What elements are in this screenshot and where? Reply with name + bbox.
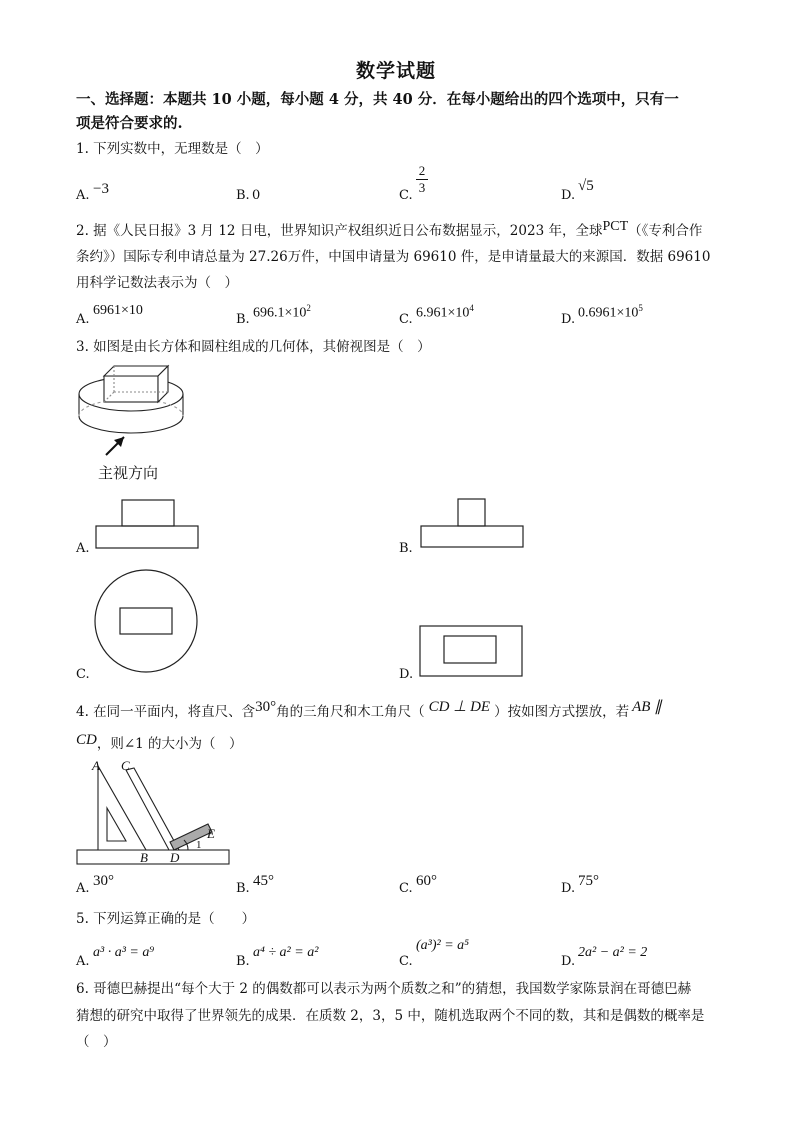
q2-option-a-value: 6961×10 [93,303,143,318]
q3-view-direction-label: 主视方向 [98,464,159,482]
q4-option-b-letter: B. [236,881,250,896]
q6-line2: 猜想的研究中取得了世界领先的成果．在质数 2，3，5 中，随机选取两个不同的数，其和是偶数的概率是 [76,1008,705,1024]
q3-option-b-letter: B. [399,541,413,556]
q3-option-c-letter: C. [76,667,90,682]
q1-option-c-denominator: 3 [418,180,426,195]
q2-pct: PCT [602,219,629,234]
q4-option-d-value: 75° [578,873,599,889]
q3-option-a-figure [94,498,198,550]
q3-stem: 3. 如图是由长方体和圆柱组成的几何体，其俯视图是（ ） [76,339,431,355]
q5-option-b-value: a⁴ ÷ a² = a² [253,945,319,960]
q4-perpendicular: CD ⊥ DE [428,699,491,715]
q5-option-a-value: a³ · a³ = a⁹ [93,945,155,960]
q5-option-c-value: (a³)² = a⁵ [416,938,470,953]
q1-stem: 1. 下列实数中，无理数是（ ） [76,141,269,157]
q6-line3: （ ） [76,1034,117,1050]
q3-option-d-letter: D. [399,667,414,682]
q3-solid-figure [76,360,196,460]
q4-option-a-value: 30° [93,873,114,889]
q1-option-c-numerator: 2 [418,163,426,178]
q4-option-c-value: 60° [416,873,437,889]
q5-option-a-letter: A. [76,954,90,969]
q4-line2 [76,732,243,753]
q1-option-b-letter: B. [236,188,250,203]
section-header-line1: 一、选择题：本题共 10 小题，每小题 4 分，共 40 分．在每小题给出的四个选项中，只有一 [76,91,679,108]
q1-option-a-letter: A. [76,188,90,203]
q2-option-d-letter: D. [561,312,576,327]
q4-option-b-value: 45° [253,873,274,889]
q4-line1-part-b: 角的三角尺和木工角尺（ [276,704,425,720]
q4-line2-part-b: ，则∠1 的大小为（ ） [96,736,243,752]
section-header-line2: 项是符合要求的. [76,115,183,132]
q2-line3: 用科学记数法表示为（ ） [76,275,238,291]
q2-option-d-base: 0.6961×10 [578,305,639,321]
label-c: C [121,758,130,773]
q6-line1: 6. 哥德巴赫提出“每个大于 2 的偶数都可以表示为两个质数之和”的猜想，我国数学家陈景润在哥德巴赫 [76,981,692,997]
q2-line1-part-a: 2. 据《人民日报》3 月 12 日电，世界知识产权组织近日公布数据显示，2023 年，全球 [76,223,603,239]
q5-option-d-value: 2a² − a² = 2 [578,945,648,960]
q4-line1-part-a: 4. 在同一平面内，将直尺、含 [76,704,256,720]
cylinder-bottom-arc [79,416,183,433]
label-b: B [140,850,148,865]
q1-option-b-value: 0 [252,188,261,203]
q2-option-c-exp: 4 [469,303,474,313]
q4-figure [76,758,232,866]
q3-option-a-letter: A. [76,541,90,556]
q1-option-a-value: −3 [93,181,109,197]
q2-option-b-value [253,303,311,322]
q4-line1-part-c: ）按如图方式摆放，若 [494,704,630,720]
label-e: E [207,826,215,841]
q1-option-c-fraction [416,164,428,195]
ruler [77,850,229,864]
q2-option-c-value [416,303,474,322]
q2-line2: 条约》）国际专利申请总量为 27.26万件，中国申请量为 69610 件，是申请量最大的来源国．数据 69610 [76,249,711,265]
q2-option-c-base: 6.961×10 [416,305,470,321]
q3-option-d-figure [419,625,523,677]
q4-option-a-letter: A. [76,881,90,896]
q2-option-b-letter: B. [236,312,250,327]
q4-cd: CD [76,732,97,748]
label-d: D [170,850,180,865]
q1-option-d-value: √5 [578,178,594,194]
q2-line1-part-c: （《专利合作 [628,223,703,239]
q4-parallel: AB ∥ [632,699,662,715]
page-title: 数学试题 [356,60,437,82]
label-angle-1: 1 [196,839,202,851]
q4-option-c-letter: C. [399,881,413,896]
q4-angle-30: 30° [255,699,277,715]
q5-option-b-letter: B. [236,954,250,969]
q1-option-c-letter: C. [399,188,413,203]
q5-stem: 5. 下列运算正确的是（ ） [76,911,256,927]
q2-option-b-base: 696.1×10 [253,305,307,321]
q4-option-d-letter: D. [561,881,576,896]
q1-option-d-letter: D. [561,188,576,203]
box-front-face [104,376,158,402]
q2-option-b-exp: 2 [306,303,311,313]
carpenter-square-short-arm [170,824,212,850]
q2-option-d-exp: 5 [638,303,643,313]
q4-line1 [76,700,662,721]
q3-option-c-figure [94,568,198,674]
q2-option-c-letter: C. [399,312,413,327]
q2-option-a-letter: A. [76,312,90,327]
q2-line1 [76,219,702,240]
q3-option-b-figure [420,497,524,549]
q5-option-d-letter: D. [561,954,576,969]
label-a: A [92,758,100,773]
q2-option-d-value [578,303,643,322]
q5-option-c-letter: C. [399,954,413,969]
